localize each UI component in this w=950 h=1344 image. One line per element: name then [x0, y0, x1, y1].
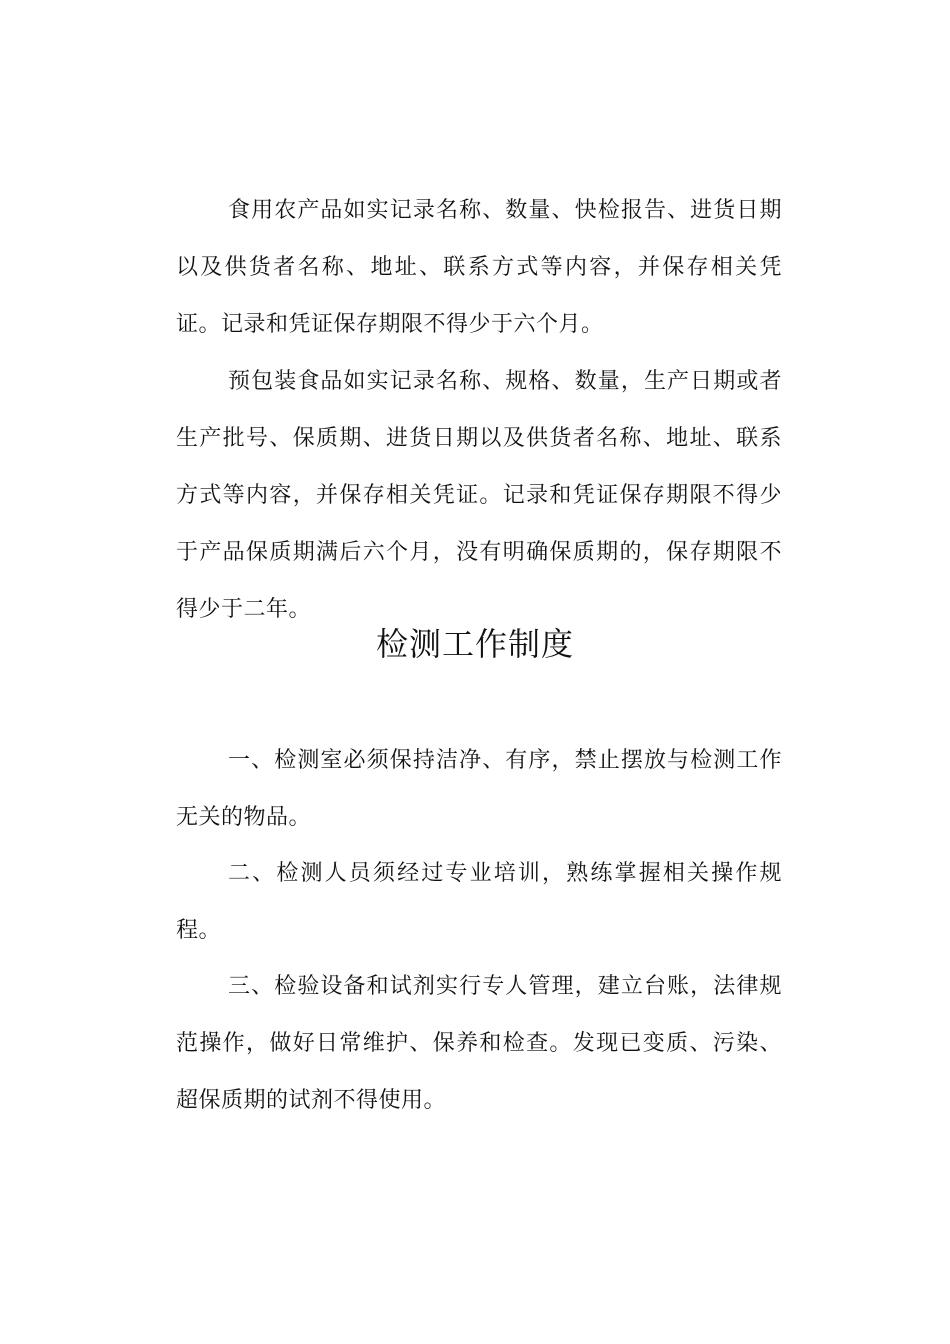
section-title: 检测工作制度	[375, 625, 574, 663]
rule-item-2: 二、检测人员须经过专业培训，熟练掌握相关操作规程。	[176, 861, 782, 943]
rule-item-1: 一、检测室必须保持洁净、有序，禁止摆放与检测工作无关的物品。	[176, 748, 782, 830]
paragraph-prepackaged-food: 预包装食品如实记录名称、规格、数量，生产日期或者生产批号、保质期、进货日期以及供货者名称、地址、联系方式等内容，并保存相关凭证。记录和凭证保存期限不得少于产品保质期满后六个月，没有明确保质期的，保存期限不得少于二年。	[176, 369, 782, 622]
paragraph-agricultural-products: 食用农产品如实记录名称、数量、快检报告、进货日期以及供货者名称、地址、联系方式等内容，并保存相关凭证。记录和凭证保存期限不得少于六个月。	[176, 198, 782, 337]
rule-item-3: 三、检验设备和试剂实行专人管理，建立台账，法律规范操作，做好日常维护、保养和检查。发现已变质、污染、超保质期的试剂不得使用。	[176, 974, 782, 1113]
